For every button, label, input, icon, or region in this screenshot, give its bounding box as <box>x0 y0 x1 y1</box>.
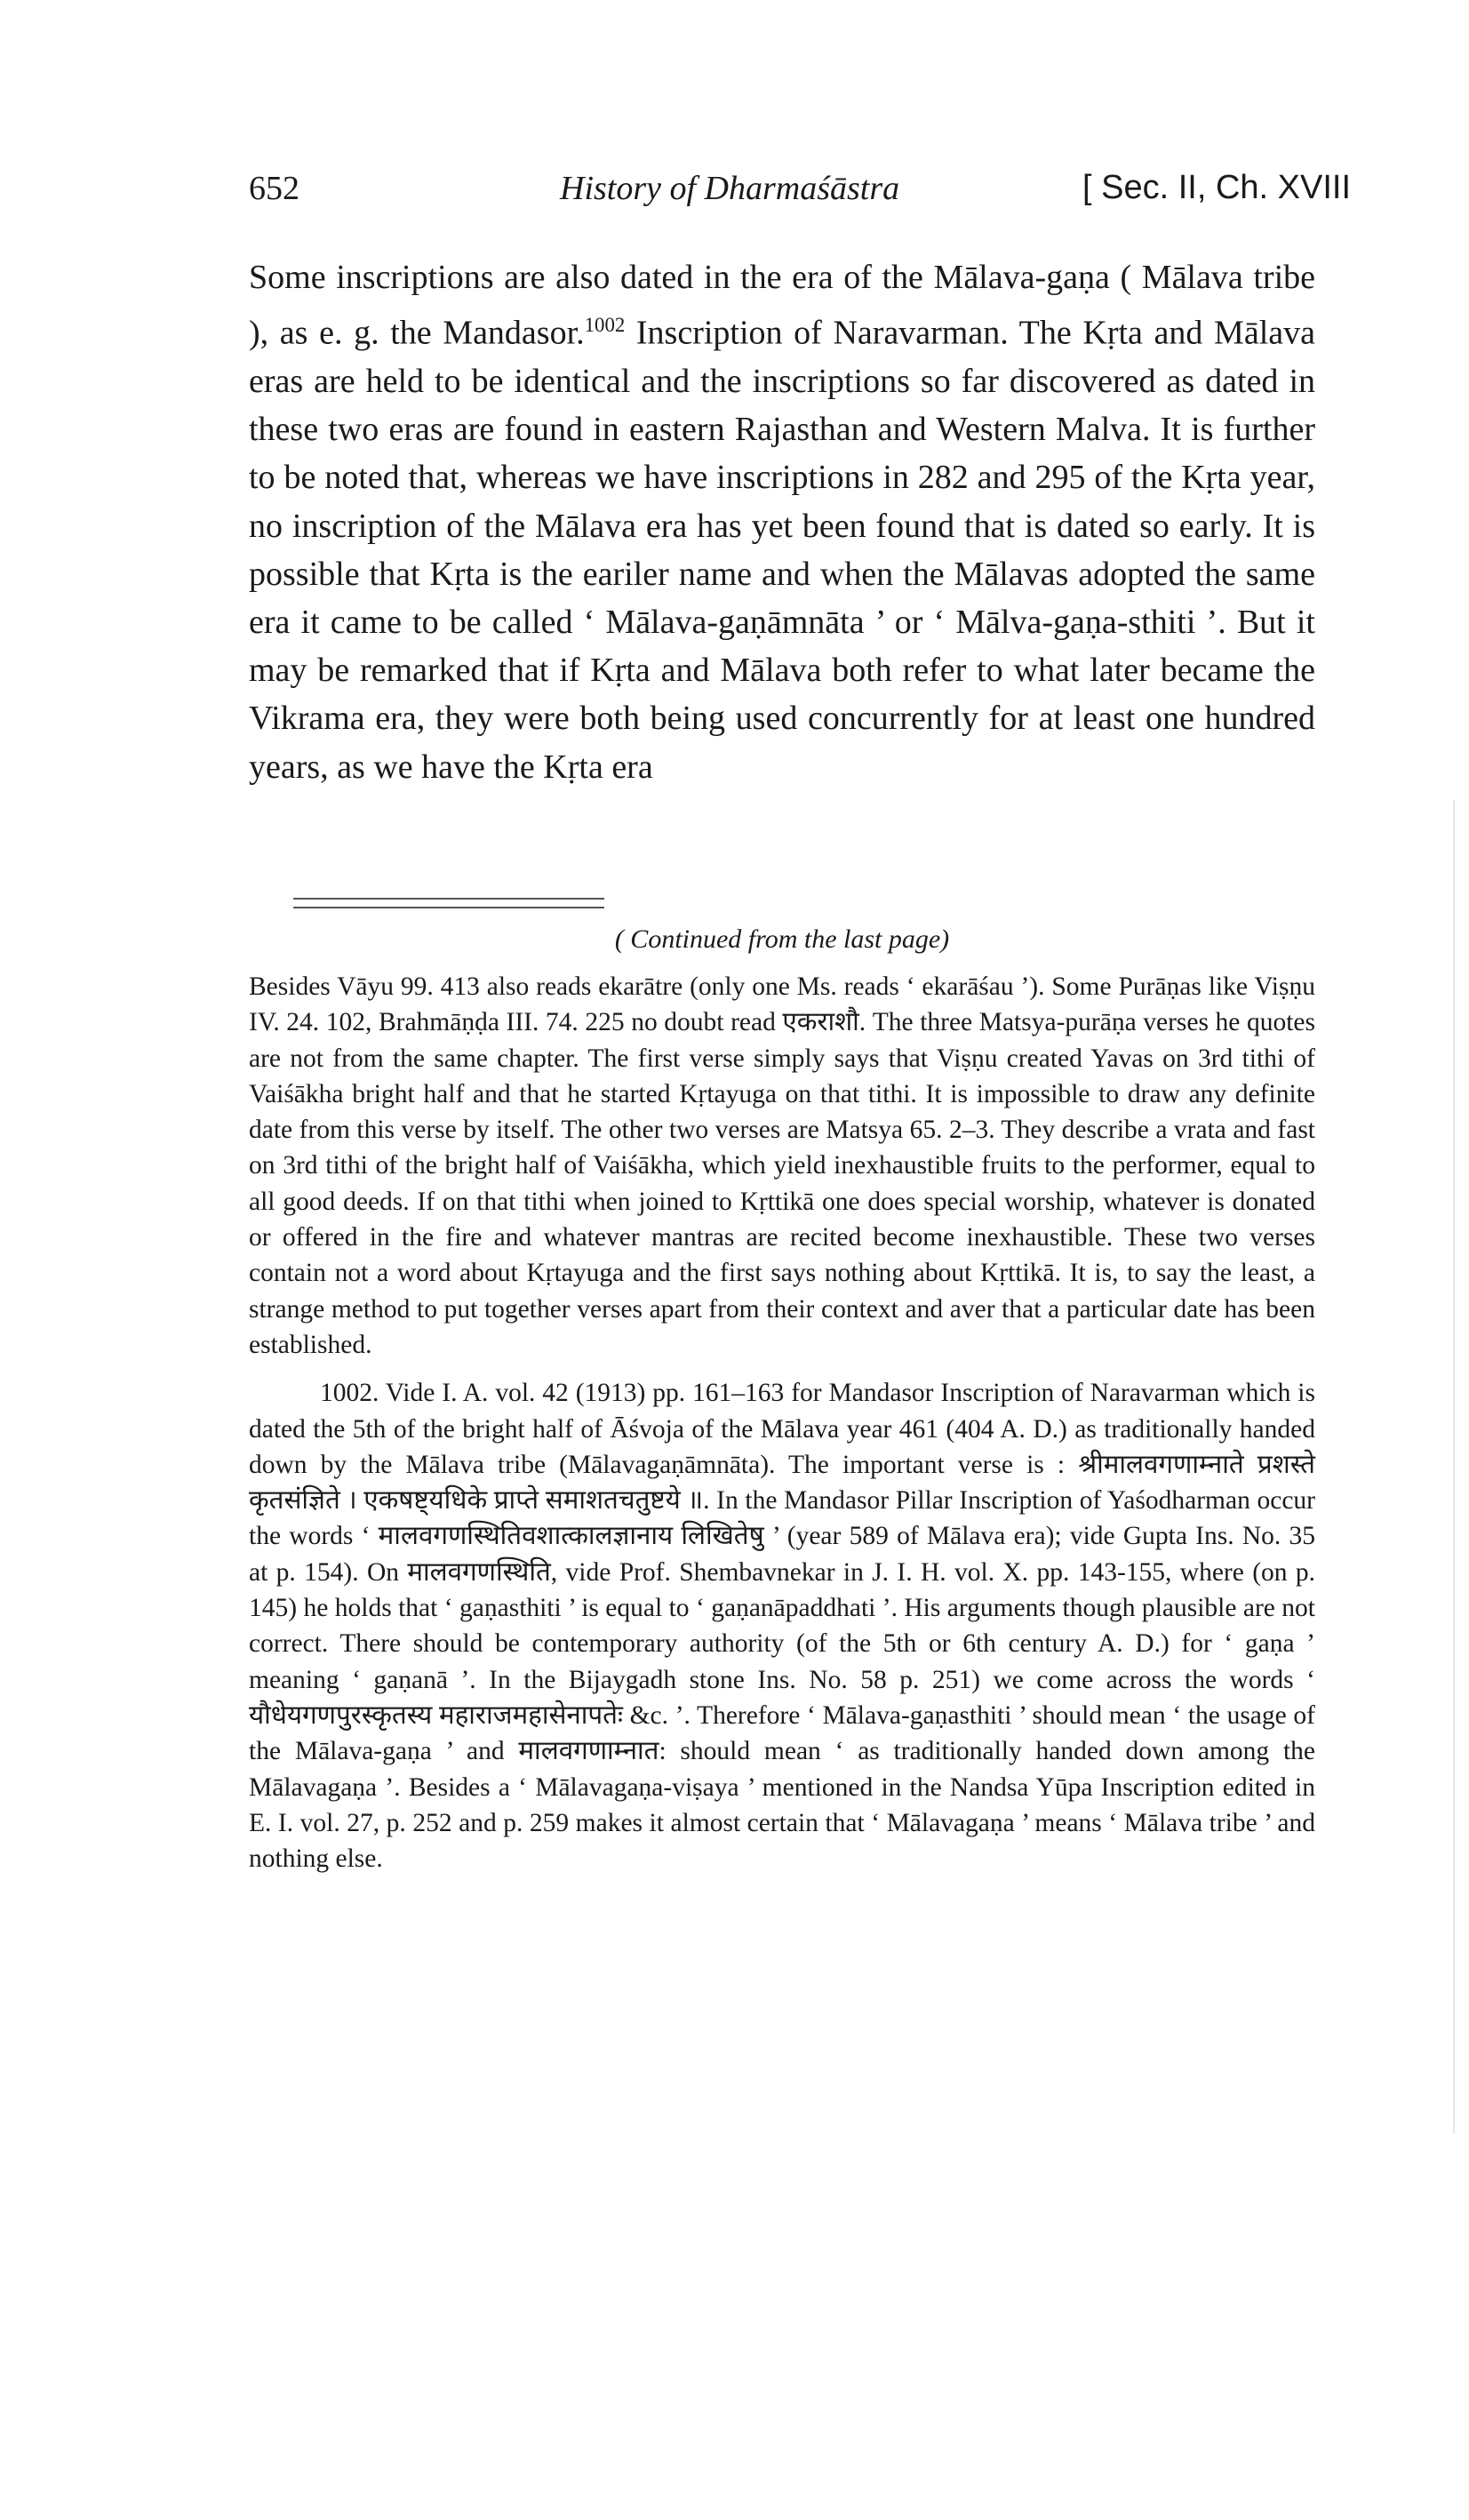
footnote-marker-1002: 1002 <box>584 314 626 337</box>
page-number: 652 <box>249 170 299 207</box>
footnote-1002: 1002. Vide I. A. vol. 42 (1913) pp. 161–163 for Mandasor Inscription of Naravarman which is dated the 5th of the bright half of Āśvoja of the Mālava year 461 (404 A. D.) as traditionally handed down by the Mālava tribe (Mālavagaṇāmnāta). The important verse is : श्रीमालवगणाम्नाते प्रशस्ते कृतसंज्ञिते । एकषष्ट्यधिके प्राप्ते समाशतचतुष्टये ॥. In the Mandasor Pillar Inscription of Yaśodharman occur the words ‘ मालवगणस्थितिवशात्कालज्ञानाय लिखितेषु ’ (year 589 of Mālava era); vide Gupta Ins. No. 35 at p. 154). On मालवगणस्थिति, vide Prof. Shembavnekar in J. I. H. vol. X. pp. 143-155, where (on p. 145) he holds that ‘ gaṇasthiti ’ is equal to ‘ gaṇanāpaddhati ’. His arguments though plausible are not correct. There should be contemporary authority (of the 5th or 6th century A. D.) for ‘ gaṇa ’ meaning ‘ gaṇanā ’. In the Bijaygadh stone Ins. No. 58 p. 251) we come across the words ‘ यौधेयगणपुरस्कृतस्य महाराजमहासेनापतेः &c. ’. Therefore ‘ Mālava-gaṇasthiti ’ should mean ‘ the usage of the Mālava-gaṇa ’ and मालवगणाम्नात: should mean ‘ as traditionally handed down among the Mālavagaṇa ’. Besides a ‘ Mālavagaṇa-viṣaya ’ mentioned in the Nandsa Yūpa Inscription edited in E. I. vol. 27, p. 252 and p. 259 makes it almost certain that ‘ Mālavagaṇa ’ means ‘ Mālava tribe ’ and nothing else. <box>249 1379 1315 1874</box>
footnotes-block <box>249 969 1315 1889</box>
section-reference: [ Sec. II, Ch. XVIII <box>1082 169 1351 206</box>
footnote-continued-text: Besides Vāyu 99. 413 also reads ekarātre (only one Ms. reads ‘ ekarāśau ’). Some Purāṇas like Viṣṇu IV. 24. 102, Brahmāṇḍa III. 74. 225 no doubt read एकराशौ. The three Matsya-purāṇa verses he quotes are not from the same chapter. The first verse simply says that Viṣṇu created Yavas on 3rd tithi of Vaiśākha bright half and that he started Kṛtayuga on that tithi. It is impossible to draw any definite date from this verse by itself. The other two verses are Matsya 65. 2–3. They describe a vrata and fast on 3rd tithi of the bright half of Vaiśākha, which yield inexhaustible fruits to the performer, equal to all good deeds. If on that tithi when joined to Kṛttikā one does special worship, whatever is donated or offered in the fire and whatever mantras are recited become inexhaustible. These two verses contain not a word about Kṛtayuga and the first says nothing about Kṛttikā. It is, to say the least, a strange method to put together verses apart from their context and aver that a particular date has been established. <box>249 972 1315 1359</box>
continued-label: ( Continued from the last page) <box>614 924 950 954</box>
footnote-separator <box>293 898 604 908</box>
page-edge-line <box>1453 800 1455 2133</box>
main-paragraph <box>249 253 1315 791</box>
main-text-part-1: Some inscriptions are also dated in the era of the Mālava-gaṇa ( Mālava tribe ), as e. g. the Mandasor. <box>249 259 1315 352</box>
running-title: History of Dharmaśāstra <box>560 170 900 207</box>
page-header <box>249 169 1351 222</box>
main-text-part-2: Inscription of Naravarman. The Kṛta and Mālava eras are held to be identical and the inscriptions so far discovered as dated in these two eras are found in eastern Rajasthan and Western Malva. It is further to be noted that, whereas we have inscriptions in 282 and 295 of the Kṛta year, no inscription of the Mālava era has yet been found that is dated so early. It is possible that Kṛta is the eariler name and when the Mālavas adopted the same era it came to be called ‘ Mālava-gaṇāmnāta ’ or ‘ Mālva-gaṇa-sthiti ’. But it may be remarked that if Kṛta and Mālava both refer to what later became the Vikrama era, they were both being used concurrently for at least one hundred years, as we have the Kṛta era <box>249 314 1315 786</box>
